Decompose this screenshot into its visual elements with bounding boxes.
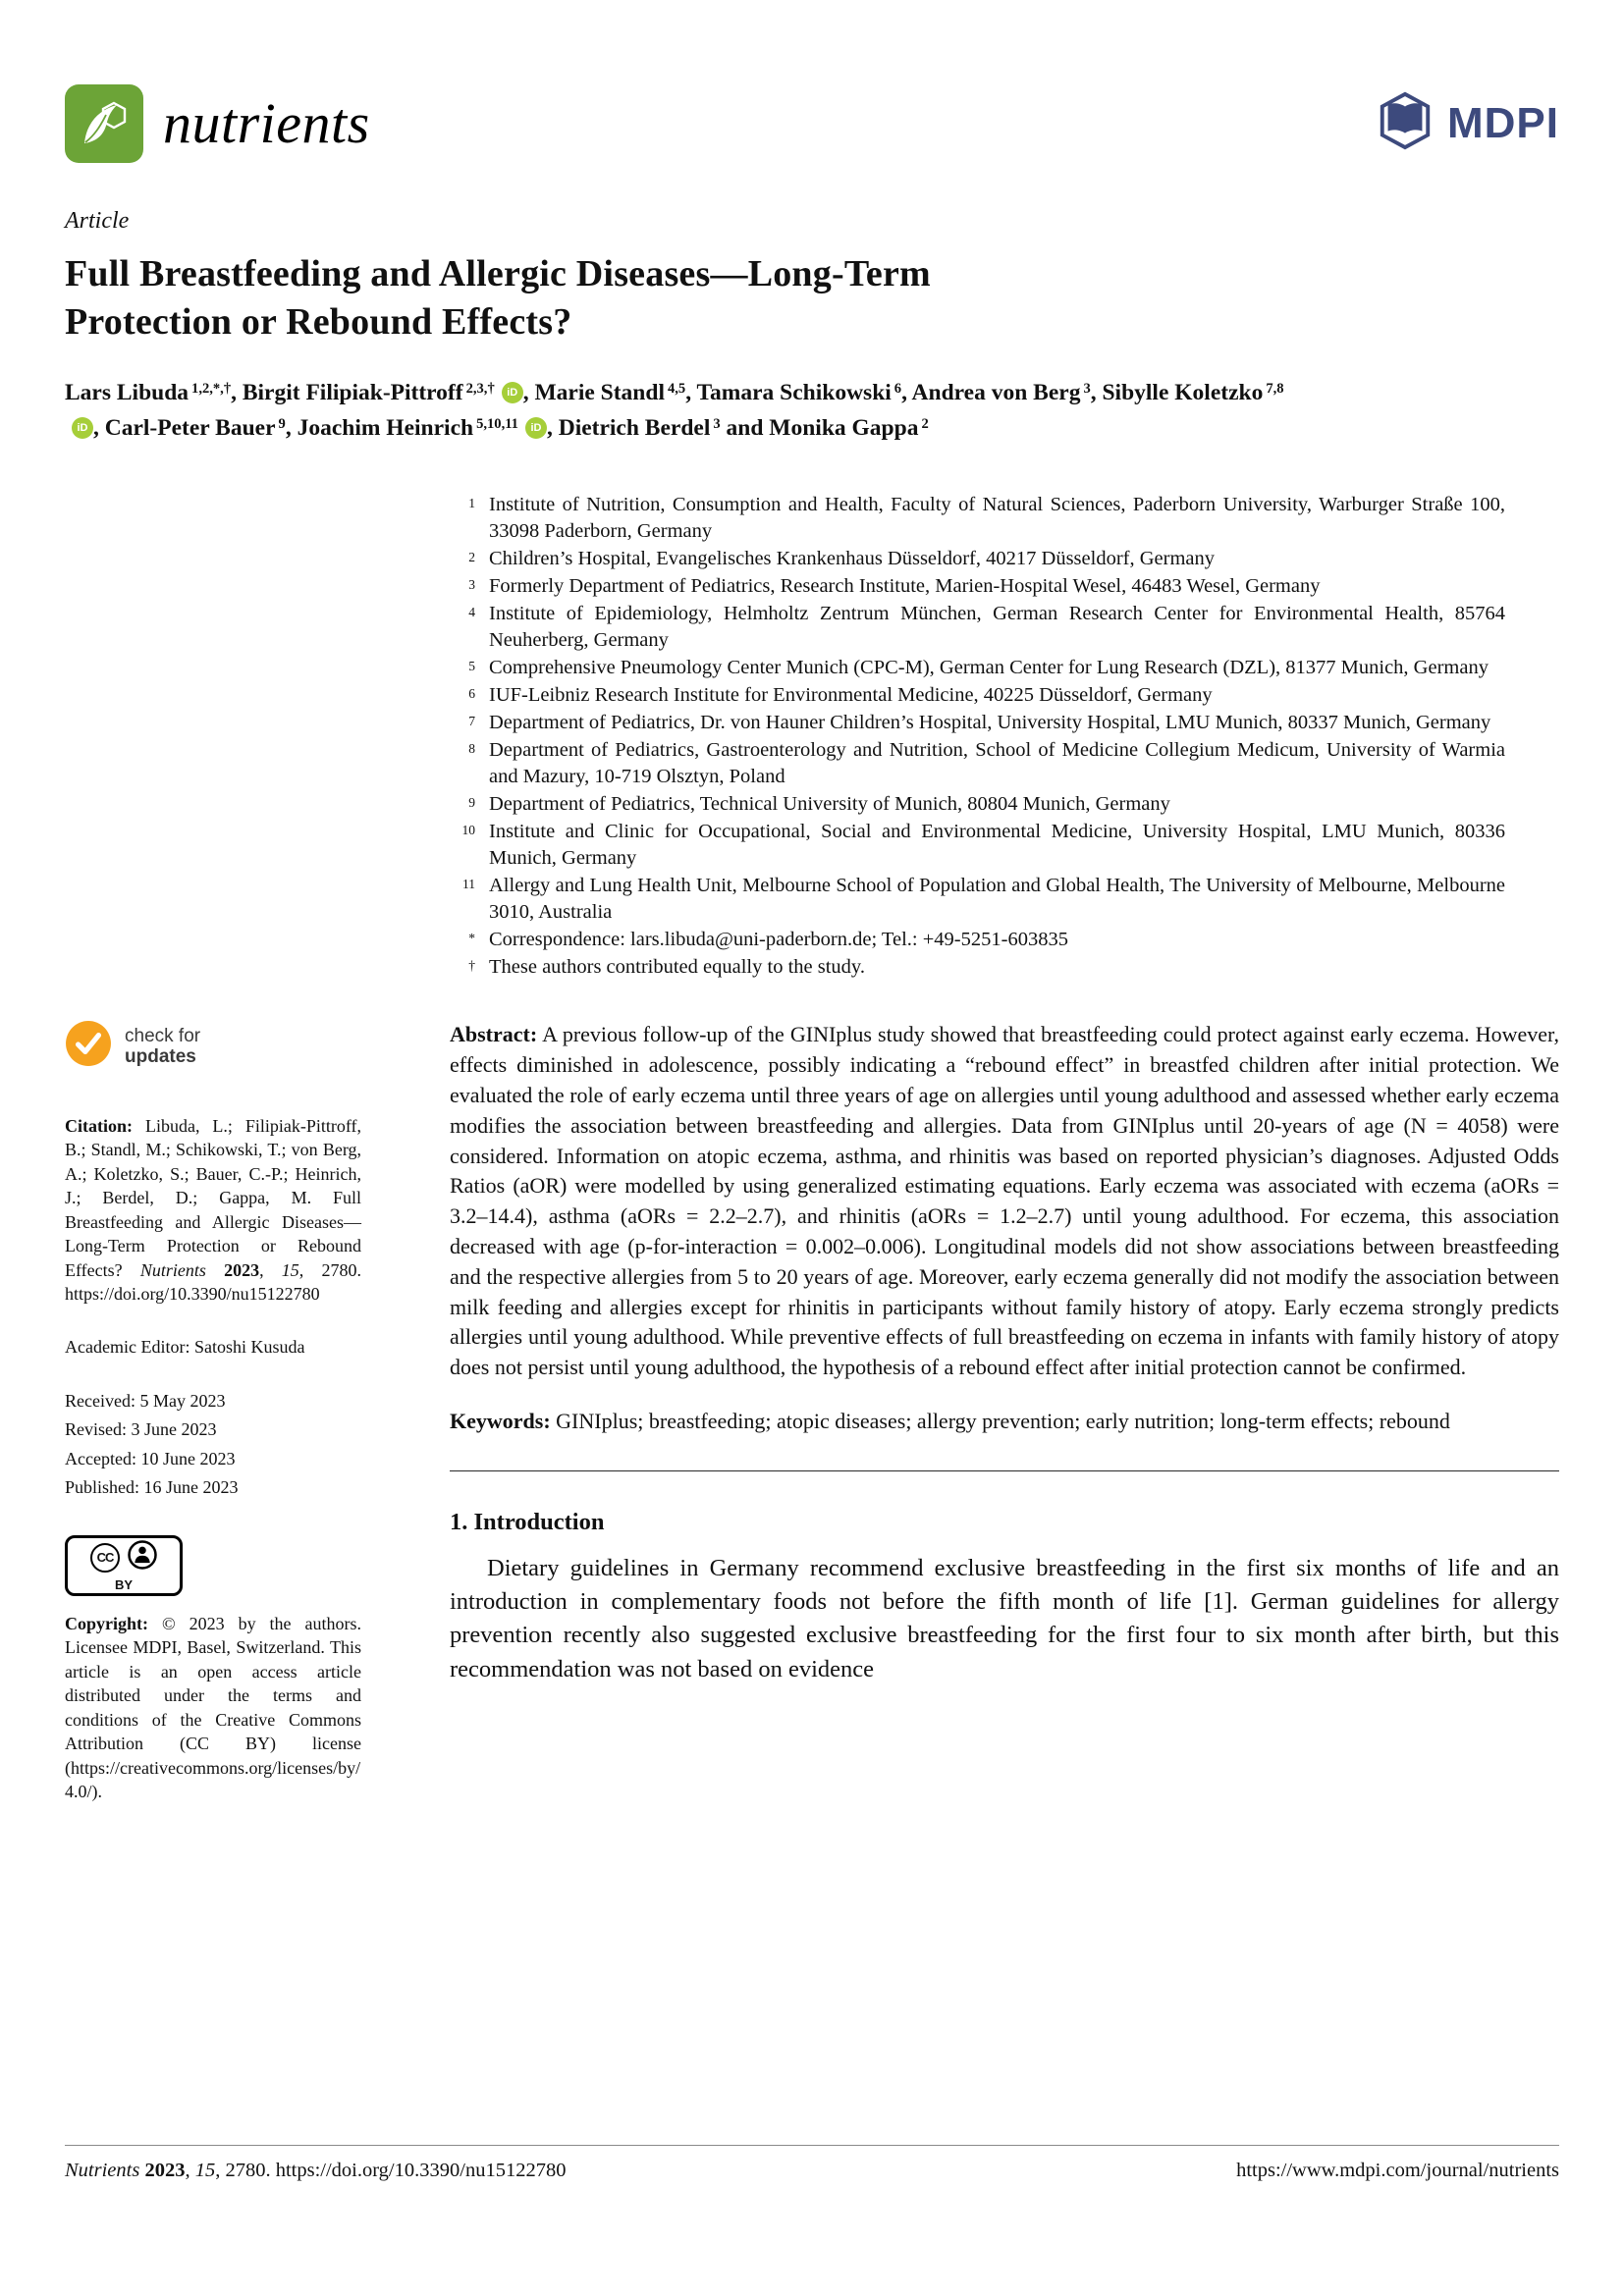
affiliation-text: Institute of Epidemiology, Helmholtz Zentrum München, German Research Center for Environmental Health, 85764 Neuherberg, Germany <box>489 602 1505 651</box>
correspondence-row[interactable] <box>450 927 1505 953</box>
history-line: Received: 5 May 2023 <box>65 1390 226 1411</box>
article-type-label: Article <box>65 208 130 234</box>
footer-citation <box>65 2160 566 2182</box>
intro-paragraph: Dietary guidelines in Germany recommend exclusive breastfeeding in the first six months of life and an introduction in complementary foods not before the fifth month of life [1]. German guidelines for allergy prevention recently also suggested exclusive breastfeeding for the first four to six month after birth, but this recommendation was not based on evidence <box>450 1554 1559 1682</box>
keywords-label: Keywords: <box>450 1409 551 1434</box>
affiliation-number: 2 <box>468 549 475 564</box>
text-segment: Nutrients <box>139 1259 225 1280</box>
affiliation-row <box>450 791 1505 818</box>
author: Andrea von Berg $^3$ <box>911 379 1091 405</box>
author: Sibylle Koletzko $^{7,8}$iD <box>65 380 1284 441</box>
author: Dietrich Berdel $^3$ <box>558 415 721 442</box>
mdpi-logo[interactable] <box>1375 90 1559 156</box>
person-icon <box>128 1540 157 1575</box>
affiliation-text: Children’s Hospital, Evangelisches Krankenhaus Düsseldorf, 40217 Düsseldorf, Germany <box>489 547 1215 569</box>
text-segment: , 2780. https://doi.org/10.3390/nu15122780 <box>215 2160 567 2181</box>
affiliation-row <box>450 601 1505 654</box>
author-list <box>65 375 1312 447</box>
check-for-updates-badge[interactable] <box>65 1020 361 1072</box>
keywords-text: GINIplus; breastfeeding; atopic diseases; allergy prevention; early nutrition; long-term effects; rebound <box>556 1409 1450 1434</box>
affiliation-row <box>450 655 1505 681</box>
author: Monika Gappa $^2$ <box>769 415 929 442</box>
text-segment: Copyright: <box>65 1613 162 1633</box>
masthead <box>65 84 1559 163</box>
author-separator: , <box>522 379 535 405</box>
author-affiliation-sup: 2,3,† <box>465 380 495 397</box>
affiliation-text: Institute of Nutrition, Consumption and Health, Faculty of Natural Sciences, Paderborn University, Warburger Straße 100, 33098 Paderborn, Germany <box>489 493 1505 542</box>
author-affiliation-sup: 3 <box>1083 380 1091 397</box>
text-segment: Nutrients <box>65 2160 145 2181</box>
author-separator: and <box>720 415 770 442</box>
author: Birgit Filipiak-Pittroff $^{2,3,\dagger}$ iD <box>243 380 523 405</box>
author-affiliation-sup: 2 <box>921 416 929 433</box>
check-for-updates-line2: updates <box>125 1046 196 1068</box>
copyright-note <box>65 1612 361 1804</box>
affiliation-text: Comprehensive Pneumology Center Munich (CPC-M), German Center for Lung Research (DZL), 81377 Munich, Germany <box>489 656 1489 678</box>
affiliation-number: 6 <box>468 685 475 701</box>
affiliation-text: Department of Pediatrics, Gastroenterology and Nutrition, School of Medicine Collegium Medicum, University of Warmia and Mazury, 10-719 Olsztyn, Poland <box>489 739 1505 788</box>
nutrients-leaf-icon <box>65 84 143 163</box>
keywords-paragraph <box>450 1407 1559 1437</box>
affiliation-text: IUF-Leibniz Research Institute for Environmental Medicine, 40225 Düsseldorf, Germany <box>489 683 1213 706</box>
text-segment: Citation: <box>65 1115 145 1136</box>
cc-icon: CC <box>90 1543 120 1573</box>
history-notes <box>65 1389 361 1500</box>
affiliation-number: 7 <box>468 714 475 728</box>
check-for-updates-line1: check for <box>125 1025 201 1046</box>
affiliation-text: These authors contributed equally to the study. <box>489 956 865 979</box>
author-separator: , <box>93 415 105 442</box>
affiliation-text: Formerly Department of Pediatrics, Research Institute, Marien-Hospital Wesel, 46483 Wesel, Germany <box>489 574 1321 597</box>
affiliation-number: * <box>468 931 475 946</box>
affiliation-row <box>450 819 1505 872</box>
equal-contribution-row <box>450 954 1505 981</box>
affiliation-row <box>450 492 1505 545</box>
affiliation-number: 11 <box>462 877 475 892</box>
footer-journal-url[interactable]: https://www.mdpi.com/journal/nutrients <box>1236 2160 1559 2181</box>
affiliation-number: 10 <box>461 823 475 838</box>
author-affiliation-sup: 6 <box>893 380 902 397</box>
author-affiliation-sup: 3 <box>713 416 721 433</box>
footer-rule <box>65 2145 1559 2146</box>
mdpi-wordmark: MDPI <box>1447 98 1559 147</box>
mdpi-book-icon <box>1375 90 1435 156</box>
orcid-icon[interactable]: iD <box>502 382 523 403</box>
text-segment: © 2023 by the authors. Licensee MDPI, Basel, Switzerland. This article is an open access article distributed under the terms and conditions of the Creative Commons Attribution (CC BY) license (https://creativecommons.org/licenses/by/4.0/). <box>65 1613 361 1802</box>
first-page-body <box>65 1020 1559 1803</box>
text-segment: 2023 <box>224 1259 260 1280</box>
affiliation-number: 9 <box>468 795 475 811</box>
text-segment: 15 <box>194 2160 216 2181</box>
abstract-text: A previous follow-up of the GINIplus study showed that breastfeeding could protect against early eczema. However, effects diminished in adolescence, possibly indicating a “rebound effect” in breastfed children after initial protection. We evaluated the role of early eczema until three years of age on allergies until young adulthood and assessed whether early eczema modifies the association between breastfeeding and allergies. Data from GINIplus until 20-years of age (N = 4058) were considered. Information on atopic eczema, asthma, and rhinitis was based on reported physician’s diagnoses. Adjusted Odds Ratios (aOR) were modelled by using generalized estimating equations. Early eczema was associated with eczema (aORs = 3.2–14.4), asthma (aORs = 2.2–2.7), and rhinitis (aORs = 1.2–2.7) until young adulthood. For eczema, this association decreased with age (p-for-interaction = 0.002–0.006). Longitudinal models did not show associations between breastfeeding and the respective allergies from 5 to 20 years of age. Moreover, early eczema generally did not modify the association between milk feeding and allergies except for rhinitis in participants without family history of atopy. Early eczema strongly predicts allergies until young adulthood. While preventive effects of full breastfeeding on eczema in infants with family history of atopy does not persist until young adulthood, the hypothesis of a rebound effect after initial protection cannot be confirmed. <box>450 1022 1559 1380</box>
author-affiliation-sup: 9 <box>278 416 286 433</box>
orcid-icon[interactable]: iD <box>525 417 547 439</box>
text-segment: , <box>185 2160 195 2181</box>
affiliation-text: Correspondence: lars.libuda@uni-paderborn.de; Tel.: +49-5251-603835 <box>489 929 1068 951</box>
author-separator: , <box>285 415 298 442</box>
author: Lars Libuda $^{1,2,*,\dagger}$ <box>65 379 232 405</box>
section-divider <box>450 1470 1559 1471</box>
article-title: Full Breastfeeding and Allergic Diseases—Long-Term Protection or Rebound Effects? <box>65 253 931 344</box>
page-footer <box>65 2145 1559 2182</box>
affiliation-number: 8 <box>468 741 475 757</box>
author-affiliation-sup: 7,8 <box>1266 380 1284 397</box>
text-segment: 15 <box>281 1259 299 1280</box>
author-affiliation-sup: 5,10,11 <box>476 416 518 433</box>
author: Marie Standl $^{4,5}$ <box>534 379 686 405</box>
license-badge-wrap <box>65 1535 361 1596</box>
author-affiliation-sup: 4,5 <box>667 380 686 397</box>
affiliation-row <box>450 546 1505 572</box>
text-segment: , 2780. https://doi.org/10.3390/nu15122780 <box>65 1259 361 1305</box>
affiliation-number: 3 <box>468 576 475 592</box>
author: Joachim Heinrich $^{5,10,11}$ iD <box>298 415 547 441</box>
affiliation-text: Allergy and Lung Health Unit, Melbourne School of Population and Global Health, The University of Melbourne, Melbourne 3010, Australia <box>489 875 1505 924</box>
author-separator: , <box>231 379 243 405</box>
history-line: Accepted: 10 June 2023 <box>65 1448 236 1468</box>
author-separator: , <box>685 379 697 405</box>
orcid-icon[interactable]: iD <box>72 417 93 439</box>
affiliation-number: † <box>468 958 475 974</box>
journal-name: nutrients <box>163 91 370 155</box>
author-affiliation-sup: 1,2,*,† <box>191 380 232 397</box>
history-line: Published: 16 June 2023 <box>65 1477 239 1498</box>
affiliation-text: Department of Pediatrics, Technical University of Munich, 80804 Munich, Germany <box>489 793 1170 816</box>
nutrients-logo[interactable] <box>65 84 370 163</box>
affiliation-row <box>450 573 1505 600</box>
affiliation-number: 1 <box>468 495 475 510</box>
abstract-paragraph <box>450 1020 1559 1383</box>
text-segment: Libuda, L.; Filipiak-Pittroff, B.; Standl, M.; Schikowski, T.; von Berg, A.; Koletzko, S.; Bauer, C.-P.; Heinrich, J.; Berdel, D.; Gappa, M. Full Breastfeeding and Allergic Diseases—Long-Term Protection or Rebound Effects? <box>65 1115 361 1280</box>
cc-by-badge[interactable] <box>65 1535 183 1596</box>
affiliation-text: Department of Pediatrics, Dr. von Hauner Children’s Hospital, University Hospital, LMU Munich, 80337 Munich, Germany <box>489 712 1491 733</box>
affiliation-row <box>450 873 1505 926</box>
text-segment: 2023 <box>144 2160 186 2181</box>
text-segment: , <box>259 1259 282 1280</box>
affiliation-list <box>450 492 1505 982</box>
abstract-label: Abstract: <box>450 1022 538 1047</box>
affiliation-row <box>450 682 1505 709</box>
citation-note <box>65 1114 361 1307</box>
author-separator: , <box>546 415 559 442</box>
section-heading-introduction: 1. Introduction <box>450 1508 605 1535</box>
main-column <box>450 1020 1559 1686</box>
affiliation-number: 5 <box>468 658 475 673</box>
cc-icons <box>90 1540 157 1575</box>
history-line: Revised: 3 June 2023 <box>65 1419 217 1440</box>
affiliation-row <box>450 710 1505 736</box>
author: Tamara Schikowski $^6$ <box>696 379 902 405</box>
cc-by-label: BY <box>114 1576 134 1592</box>
affiliation-text: Institute and Clinic for Occupational, Social and Environmental Medicine, University Hospital, LMU Munich, 80336 Munich, Germany <box>489 821 1505 870</box>
author-separator: , <box>901 379 912 405</box>
author: Carl-Peter Bauer $^9$ <box>104 415 286 442</box>
affiliation-row <box>450 737 1505 790</box>
sidebar <box>65 1020 361 1803</box>
crossmark-check-icon <box>65 1020 112 1072</box>
author-separator: , <box>1090 379 1103 405</box>
affiliation-number: 4 <box>468 604 475 619</box>
academic-editor-note: Academic Editor: Satoshi Kusuda <box>65 1337 305 1358</box>
